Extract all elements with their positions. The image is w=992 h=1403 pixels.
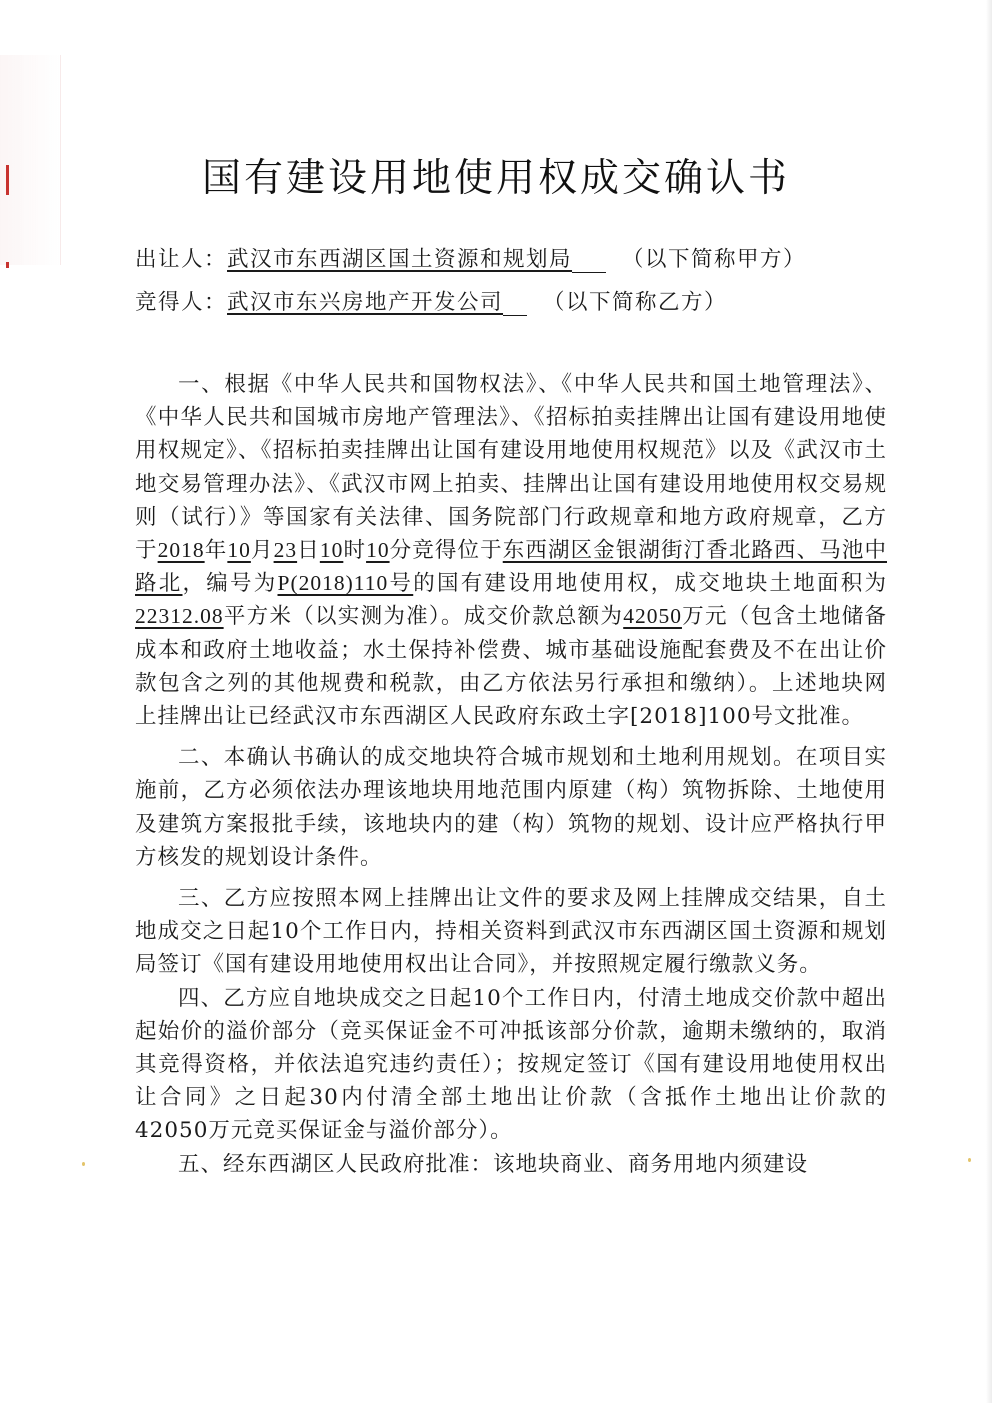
clause-1-intro: 一、根据《中华人民共和国物权法》、《中华人民共和国土地管理法》、《中华人民共和国城市房地产管理法》、《招标拍卖挂牌出让国有建设用地使用权规定》、《招标拍卖挂牌出让国有建设用地使用权规范》以及《武汉市土地交易管理办法》、《武汉市网上拍卖、挂牌出让国有建设用地使用权交易规则（试行）》等国家有关法律、国务院部门行政规章和地方政府规章，乙方于 [135,372,887,564]
transferor-label: 出让人： [135,247,228,272]
scan-speck [82,1162,85,1166]
deal-hour: 10 [319,538,344,563]
underline-blank [572,250,606,273]
scan-speck [968,1158,971,1162]
deal-minute: 10 [366,538,390,563]
underline-blank [503,293,527,316]
area-intro: 的国有建设用地使用权，成交地块土地面积为 [413,571,887,597]
bidder-line [135,285,727,316]
parcel-area: 22312.08 [135,604,224,629]
parcel-location: 东西湖区金银湖街汀香北路西、马池中路北 [135,538,887,597]
day-unit: 日 [297,538,320,564]
transferor-alias: （以下简称甲方） [622,247,807,272]
clause-5: 五、经东西湖区人民政府批准：该地块商业、商务用地内须建设 [178,1151,809,1177]
deal-year: 2018 [157,538,205,563]
scan-edge-shadow [986,0,992,1403]
clause-2: 二、本确认书确认的成交地块符合城市规划和土地利用规划。在项目实施前，乙方必须依法办理该地块用地范围内原建（构）筑物拆除、土地使用及建筑方案报批手续，该地块内的建（构）筑物的规划、设计应严格执行甲方核发的规划设计条件。 [135,745,887,870]
document-body [135,368,910,1181]
deal-month: 10 [227,538,251,563]
deal-day: 23 [273,538,298,563]
number-label: ，编号为 [182,571,278,597]
clause-1 [135,368,887,733]
minute-unit: 分竞得位于 [389,538,503,564]
seal-edge-mark [6,262,9,268]
bidder-name: 武汉市东兴房地产开发公司 [227,290,504,315]
parcel-number: P(2018)110号 [277,571,414,596]
price-intro: 平方米（以实测为准）。成交价款总额为 [223,604,624,630]
clause-3: 三、乙方应按照本网上挂牌出让文件的要求及网上挂牌成交结果，自土地成交之日起10个工作日内，持相关资料到武汉市东西湖区国土资源和规划局签订《国有建设用地使用权出让合同》，并按照规定履行缴款义务。 [135,886,887,978]
bidder-label: 竞得人： [135,290,228,315]
month-unit: 月 [250,538,274,564]
clause-4: 四、乙方应自地块成交之日起10个工作日内，付清土地成交价款中超出起始价的溢价部分（竞买保证金不可冲抵该部分价款，逾期未缴纳的，取消其竞得资格，并依法追究违约责任）；按规定签订《国有建设用地使用权出让合同》之日起30内付清全部土地出让价款（含抵作土地出让价款的 42050万元竞买保证金与溢价部分）。 [135,985,910,1144]
hour-unit: 时 [343,538,367,564]
deal-price: 42050 [623,604,682,629]
document-title: 国有建设用地使用权成交确认书 [201,156,790,201]
transferor-line [135,242,806,273]
bidder-alias: （以下简称乙方） [543,290,728,315]
transferor-name: 武汉市东西湖区国土资源和规划局 [227,247,573,272]
clause-1-rest: 万元（包含土地储备成本和政府土地收益；水土保持补偿费、城市基础设施配套费及不在出让价款包含之列的其他规费和税款，由乙方依法另行承担和缴纳）。上述地块网上挂牌出让已经武汉市东西湖区人民政府东政土字[2018]100号文批准。 [135,604,887,730]
year-unit: 年 [204,538,228,564]
